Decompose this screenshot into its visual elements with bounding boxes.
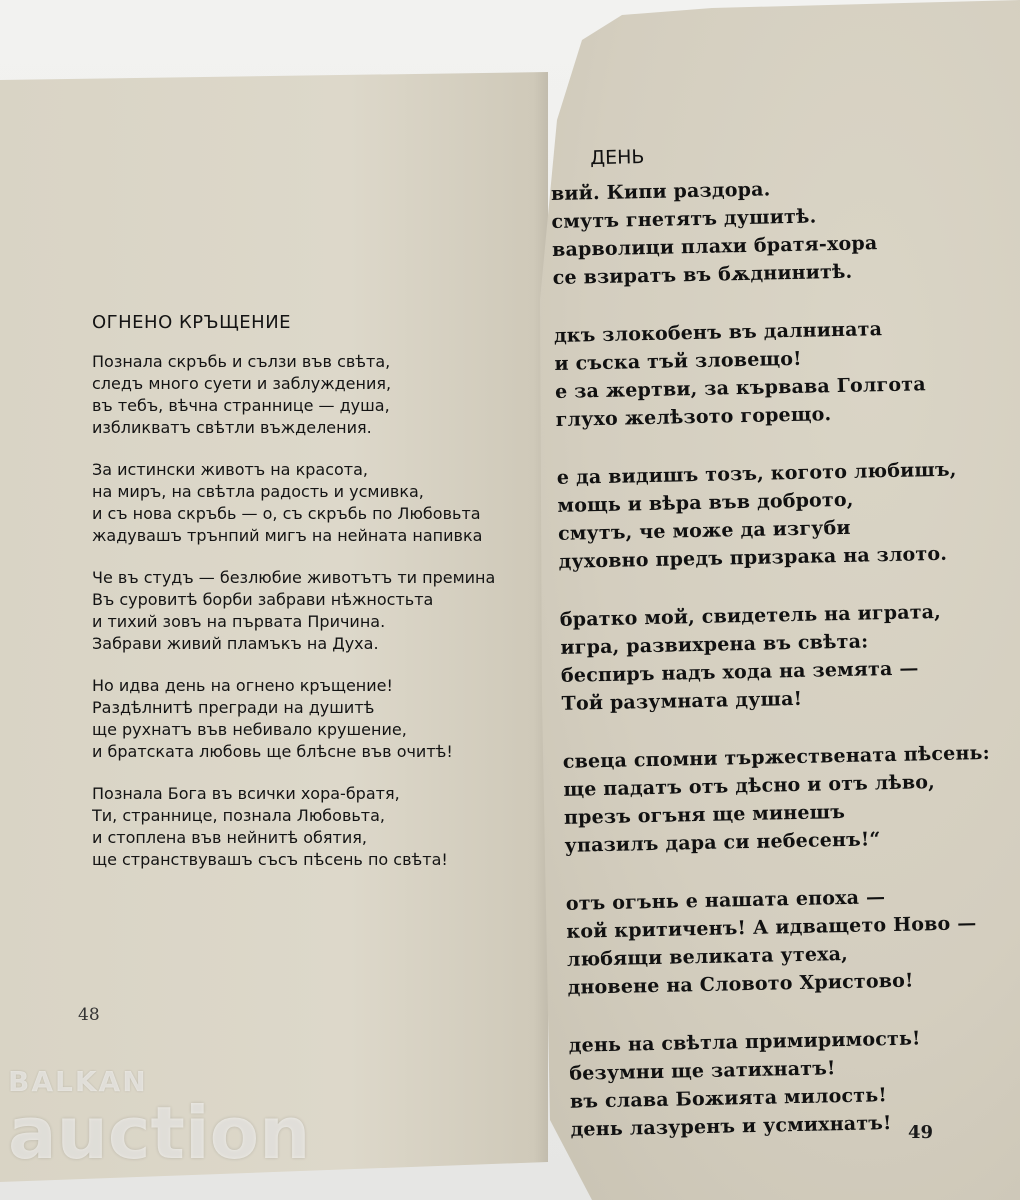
page-number-left: 48 — [78, 1005, 100, 1025]
poem-line: въ слава Божията милость! — [569, 1084, 888, 1113]
watermark-main: auction — [8, 1091, 311, 1175]
stanza — [563, 738, 1020, 860]
poem-line: ще странствувашъ съсъ пѣсень по свѣта! — [92, 850, 448, 869]
poem-line: ще рухнатъ във небивало крушение, — [92, 720, 407, 739]
poem-line: Забрави живий пламъкъ на Духа. — [92, 634, 379, 653]
poem-line: дновене на Словото Христово! — [567, 969, 914, 999]
poem-line: избликватъ свѣтли въжделения. — [92, 418, 372, 437]
poem-line: и братската любовь ще блѣсне във очитѣ! — [92, 742, 453, 761]
poem-line: ще падатъ отъ дѣсно и отъ лѣво, — [563, 771, 936, 801]
poem-line: и стоплена във нейнитѣ обятия, — [92, 828, 367, 847]
poem-line: мощь и вѣра във доброто, — [557, 488, 854, 517]
stanza — [560, 596, 1020, 718]
poem-line: Но идва день на огнено кръщение! — [92, 676, 393, 695]
poem-line: смутъ, че може да изгуби — [557, 516, 851, 545]
poem-line: въ тебъ, вѣчна страннице — душа, — [92, 396, 390, 415]
stanza — [554, 312, 1020, 434]
poem-line: се взиратъ въ бѫднинитѣ. — [552, 260, 853, 289]
page-number-right: 49 — [908, 1122, 934, 1143]
stanza — [92, 675, 562, 763]
stanza — [92, 351, 562, 439]
poem-line: любящи великата утеха, — [566, 942, 849, 971]
poem-line: презъ огъня ще минешъ — [563, 800, 846, 829]
poem-line: на миръ, на свѣтла радость и усмивка, — [92, 482, 424, 501]
poem-line: Ти, страннице, познала Любовьта, — [92, 806, 386, 825]
poem-line: смутъ гнетятъ душитѣ. — [551, 205, 817, 233]
poem-line: игра, развихрена въ свѣта: — [560, 630, 869, 659]
stanza — [551, 170, 1020, 292]
poem-line: вий. Кипи раздора. — [550, 178, 771, 205]
poem-line: безумни ще затихнатъ! — [569, 1057, 836, 1085]
poem-line: следъ много суети и заблуждения, — [92, 374, 392, 393]
stanza — [92, 783, 562, 871]
poem-line: е да видишъ тозъ, когото любишъ, — [556, 458, 957, 489]
right-page-heading: ДЕНЬ — [589, 146, 645, 170]
stanza — [557, 454, 1020, 576]
poem-line: беспиръ надъ хода на земята — — [560, 657, 919, 687]
right-stanzas — [551, 170, 1020, 1144]
poem-line: свеца спомни тържествената пѣсень: — [562, 741, 991, 773]
stanza — [566, 880, 1020, 1002]
poem-line: Познала Бога въ всички хора-братя, — [92, 784, 400, 803]
right-page-text-area — [540, 0, 1020, 1200]
poem-line: Той разумната душа! — [561, 687, 803, 715]
left-page-text — [92, 312, 562, 891]
poem-line: глухо желѣзото горещо. — [555, 403, 832, 431]
poem-line: Раздѣлнитѣ прегради на душитѣ — [92, 698, 375, 717]
poem-line: кой критиченъ! А идващето Ново — — [566, 912, 977, 943]
stanza — [92, 459, 562, 547]
poem-line: братко мой, свидетель на играта, — [559, 600, 942, 631]
poem-line: Че въ студъ — безлюбие животътъ ти премина — [92, 568, 496, 587]
stanza — [92, 567, 562, 655]
poem-line: и съска тъй зловещо! — [554, 347, 802, 375]
poem-line: жадувашъ трънпий мигъ на нейната напивка — [92, 526, 483, 545]
poem-line: За истински животъ на красота, — [92, 460, 368, 479]
watermark-top: BALKAN — [8, 1065, 148, 1098]
poem-line: отъ огънь е нашата епоха — — [565, 886, 886, 915]
poem-line: дкъ злокобенъ въ далнината — [553, 318, 883, 347]
poem-line: е за жертви, за кървава Голгота — [554, 373, 926, 403]
poem-line: день лазуренъ и усмихнатъ! — [570, 1112, 892, 1141]
poem-title: ОГНЕНО КРЪЩЕНИЕ — [92, 312, 292, 333]
poem-line: Въ суровитѣ борби забрави нѣжностьта — [92, 590, 434, 609]
poem-line: варволици плахи братя-хора — [551, 232, 878, 261]
right-page-text — [550, 138, 1020, 1174]
poem-line: духовно предъ призрака на злото. — [558, 542, 948, 573]
poem-line: упазилъ дара си небесенъ!“ — [564, 828, 881, 857]
poem-line: день на свѣтла примиримость! — [568, 1027, 921, 1057]
left-stanzas — [92, 351, 562, 871]
poem-line: Познала скръбь и сълзи във свѣта, — [92, 352, 391, 371]
poem-line: и тихий зовъ на първата Причина. — [92, 612, 386, 631]
stanza — [569, 1022, 1020, 1144]
poem-line: и съ нова скръбь — о, съ скръбь по Любовьта — [92, 504, 481, 523]
